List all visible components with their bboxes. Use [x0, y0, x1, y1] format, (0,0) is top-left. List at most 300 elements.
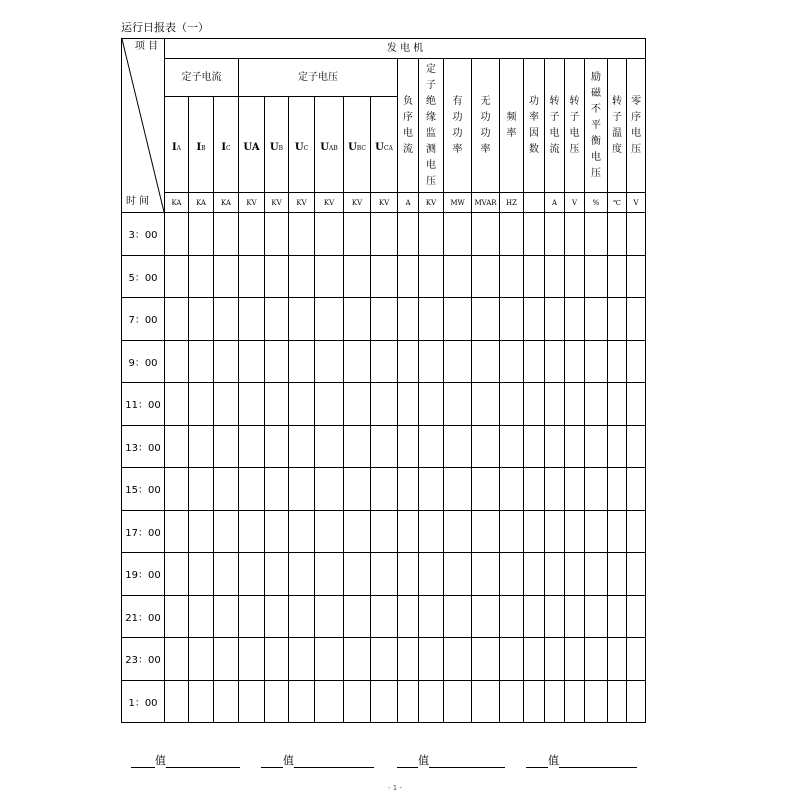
data-cell[interactable]: [608, 553, 627, 596]
data-cell[interactable]: [524, 340, 545, 383]
data-cell[interactable]: [398, 213, 419, 256]
data-cell[interactable]: [189, 680, 214, 723]
data-cell[interactable]: [165, 425, 189, 468]
data-cell[interactable]: [524, 595, 545, 638]
data-cell[interactable]: [472, 468, 500, 511]
unit-cell: A: [545, 193, 565, 213]
data-cell[interactable]: [165, 213, 189, 256]
data-cell[interactable]: [265, 553, 289, 596]
data-cell[interactable]: [608, 213, 627, 256]
data-cell[interactable]: [398, 468, 419, 511]
data-cell[interactable]: [239, 298, 265, 341]
data-cell[interactable]: [289, 468, 315, 511]
data-cell[interactable]: [419, 213, 444, 256]
data-cell[interactable]: [165, 298, 189, 341]
header-uca: UCA: [371, 97, 398, 193]
data-cell[interactable]: [419, 510, 444, 553]
data-cell[interactable]: [165, 553, 189, 596]
data-cell[interactable]: [585, 425, 608, 468]
data-cell[interactable]: [371, 680, 398, 723]
data-cell[interactable]: [289, 595, 315, 638]
data-cell[interactable]: [524, 298, 545, 341]
data-cell[interactable]: [214, 425, 239, 468]
data-cell[interactable]: [545, 468, 565, 511]
time-row: [122, 595, 646, 638]
header-item-label: 项 目: [134, 41, 158, 52]
data-cell[interactable]: [585, 595, 608, 638]
data-cell[interactable]: [165, 680, 189, 723]
data-cell[interactable]: [165, 638, 189, 681]
data-cell[interactable]: [608, 595, 627, 638]
data-cell[interactable]: [565, 638, 585, 681]
data-cell[interactable]: [214, 680, 239, 723]
unit-cell: V: [565, 193, 585, 213]
signature-line[interactable]: [261, 755, 283, 768]
signature-line[interactable]: [526, 755, 548, 768]
data-cell[interactable]: [565, 595, 585, 638]
data-cell[interactable]: [524, 468, 545, 511]
data-cell[interactable]: [344, 298, 371, 341]
data-cell[interactable]: [565, 553, 585, 596]
data-cell[interactable]: [608, 468, 627, 511]
data-cell[interactable]: [165, 255, 189, 298]
daily-report-table: [121, 38, 646, 723]
data-cell[interactable]: [500, 340, 524, 383]
time-cell: 9：00: [122, 340, 165, 383]
data-cell[interactable]: [165, 383, 189, 426]
data-cell[interactable]: [545, 298, 565, 341]
data-cell[interactable]: [500, 595, 524, 638]
data-cell[interactable]: [398, 425, 419, 468]
data-cell[interactable]: [315, 213, 344, 256]
data-cell[interactable]: [214, 553, 239, 596]
data-cell[interactable]: [565, 213, 585, 256]
unit-cell: KV: [265, 193, 289, 213]
data-cell[interactable]: [239, 383, 265, 426]
time-row: [122, 298, 646, 341]
time-row: [122, 340, 646, 383]
data-cell[interactable]: [344, 510, 371, 553]
data-cell[interactable]: [608, 298, 627, 341]
data-cell[interactable]: [500, 298, 524, 341]
data-cell[interactable]: [585, 468, 608, 511]
data-cell[interactable]: [289, 255, 315, 298]
data-cell[interactable]: [545, 383, 565, 426]
data-cell[interactable]: [239, 213, 265, 256]
data-cell[interactable]: [565, 383, 585, 426]
unit-cell: KV: [315, 193, 344, 213]
data-cell[interactable]: [265, 510, 289, 553]
data-cell[interactable]: [265, 340, 289, 383]
data-cell[interactable]: [444, 340, 472, 383]
data-cell[interactable]: [627, 383, 646, 426]
data-cell[interactable]: [315, 425, 344, 468]
data-cell[interactable]: [444, 255, 472, 298]
data-cell[interactable]: [585, 680, 608, 723]
data-cell[interactable]: [214, 255, 239, 298]
data-cell[interactable]: [608, 340, 627, 383]
data-cell[interactable]: [419, 255, 444, 298]
header-negative-sequence-current: 负序电流: [398, 59, 419, 193]
time-row: [122, 553, 646, 596]
data-cell[interactable]: [344, 553, 371, 596]
data-cell[interactable]: [444, 638, 472, 681]
data-cell[interactable]: [585, 510, 608, 553]
data-cell[interactable]: [545, 595, 565, 638]
data-cell[interactable]: [627, 553, 646, 596]
data-cell[interactable]: [239, 680, 265, 723]
unit-cell: %: [585, 193, 608, 213]
data-cell[interactable]: [524, 213, 545, 256]
shift-label: 值: [418, 754, 429, 767]
data-cell[interactable]: [398, 680, 419, 723]
data-cell[interactable]: [627, 340, 646, 383]
data-cell[interactable]: [371, 553, 398, 596]
header-reactive-power: 无功功率: [472, 59, 500, 193]
data-cell[interactable]: [189, 510, 214, 553]
data-cell[interactable]: [524, 383, 545, 426]
data-cell[interactable]: [565, 425, 585, 468]
data-cell[interactable]: [371, 510, 398, 553]
data-cell[interactable]: [565, 340, 585, 383]
data-cell[interactable]: [500, 383, 524, 426]
data-cell[interactable]: [627, 468, 646, 511]
data-cell[interactable]: [565, 255, 585, 298]
data-cell[interactable]: [627, 680, 646, 723]
data-cell[interactable]: [344, 255, 371, 298]
time-cell: 13：00: [122, 425, 165, 468]
data-cell[interactable]: [472, 510, 500, 553]
data-cell[interactable]: [214, 298, 239, 341]
data-cell[interactable]: [472, 680, 500, 723]
data-cell[interactable]: [315, 680, 344, 723]
data-cell[interactable]: [444, 298, 472, 341]
data-cell[interactable]: [189, 255, 214, 298]
data-cell[interactable]: [289, 553, 315, 596]
header-row-2: [122, 59, 646, 97]
data-cell[interactable]: [214, 383, 239, 426]
data-cell[interactable]: [444, 510, 472, 553]
unit-cell: KV: [344, 193, 371, 213]
data-cell[interactable]: [472, 425, 500, 468]
time-row: [122, 213, 646, 256]
data-cell[interactable]: [472, 595, 500, 638]
data-cell[interactable]: [444, 595, 472, 638]
data-cell[interactable]: [608, 425, 627, 468]
data-cell[interactable]: [344, 468, 371, 511]
shift-signature-3: [397, 754, 505, 768]
data-cell[interactable]: [627, 425, 646, 468]
data-cell[interactable]: [315, 255, 344, 298]
data-cell[interactable]: [265, 680, 289, 723]
data-cell[interactable]: [265, 595, 289, 638]
data-cell[interactable]: [472, 638, 500, 681]
data-cell[interactable]: [472, 255, 500, 298]
time-cell: 5：00: [122, 255, 165, 298]
data-cell[interactable]: [545, 680, 565, 723]
data-cell[interactable]: [289, 213, 315, 256]
data-cell[interactable]: [214, 638, 239, 681]
header-power-factor: 功率因数: [524, 59, 545, 193]
data-cell[interactable]: [189, 383, 214, 426]
header-frequency: 频率: [500, 59, 524, 193]
data-cell[interactable]: [315, 340, 344, 383]
data-cell[interactable]: [500, 680, 524, 723]
data-cell[interactable]: [398, 510, 419, 553]
data-cell[interactable]: [398, 340, 419, 383]
data-cell[interactable]: [289, 510, 315, 553]
data-cell[interactable]: [565, 680, 585, 723]
data-cell[interactable]: [608, 383, 627, 426]
data-cell[interactable]: [524, 553, 545, 596]
data-cell[interactable]: [239, 340, 265, 383]
data-cell[interactable]: [627, 298, 646, 341]
data-cell[interactable]: [545, 510, 565, 553]
data-cell[interactable]: [500, 213, 524, 256]
signature-line[interactable]: [397, 755, 418, 768]
data-cell[interactable]: [189, 425, 214, 468]
time-cell: 7：00: [122, 298, 165, 341]
data-cell[interactable]: [444, 383, 472, 426]
shift-signature-2: [261, 754, 374, 768]
data-cell[interactable]: [585, 340, 608, 383]
data-cell[interactable]: [371, 340, 398, 383]
time-cell: 1：00: [122, 680, 165, 723]
data-cell[interactable]: [371, 255, 398, 298]
data-cell[interactable]: [585, 298, 608, 341]
data-cell[interactable]: [608, 510, 627, 553]
signature-line[interactable]: [131, 755, 155, 768]
data-cell[interactable]: [444, 468, 472, 511]
data-cell[interactable]: [289, 425, 315, 468]
data-cell[interactable]: [585, 638, 608, 681]
data-cell[interactable]: [239, 468, 265, 511]
data-cell[interactable]: [344, 213, 371, 256]
data-cell[interactable]: [371, 298, 398, 341]
data-cell[interactable]: [189, 468, 214, 511]
time-cell: 11：00: [122, 383, 165, 426]
data-cell[interactable]: [545, 340, 565, 383]
data-cell[interactable]: [419, 340, 444, 383]
header-ib: IB: [189, 97, 214, 193]
data-cell[interactable]: [315, 595, 344, 638]
data-cell[interactable]: [189, 213, 214, 256]
data-cell[interactable]: [585, 383, 608, 426]
data-cell[interactable]: [239, 553, 265, 596]
data-cell[interactable]: [239, 595, 265, 638]
data-cell[interactable]: [419, 468, 444, 511]
data-cell[interactable]: [524, 680, 545, 723]
time-cell: 3：00: [122, 213, 165, 256]
unit-cell: KV: [239, 193, 265, 213]
header-ic: IC: [214, 97, 239, 193]
signature-line[interactable]: [294, 755, 374, 768]
data-cell[interactable]: [500, 510, 524, 553]
data-cell[interactable]: [398, 553, 419, 596]
data-cell[interactable]: [500, 255, 524, 298]
data-cell[interactable]: [189, 595, 214, 638]
data-cell[interactable]: [500, 553, 524, 596]
time-row: [122, 680, 646, 723]
data-cell[interactable]: [289, 638, 315, 681]
header-ub: UB: [265, 97, 289, 193]
data-cell[interactable]: [419, 638, 444, 681]
data-cell[interactable]: [472, 298, 500, 341]
data-cell[interactable]: [265, 213, 289, 256]
data-cell[interactable]: [371, 383, 398, 426]
data-cell[interactable]: [419, 595, 444, 638]
data-cell[interactable]: [315, 298, 344, 341]
data-cell[interactable]: [444, 213, 472, 256]
header-rotor-current: 转子电流: [545, 59, 565, 193]
data-cell[interactable]: [608, 638, 627, 681]
data-cell[interactable]: [398, 383, 419, 426]
data-cell[interactable]: [189, 298, 214, 341]
data-cell[interactable]: [419, 425, 444, 468]
data-cell[interactable]: [265, 298, 289, 341]
time-row: [122, 468, 646, 511]
data-cell[interactable]: [500, 425, 524, 468]
data-cell[interactable]: [371, 638, 398, 681]
header-rotor-temperature: 转子温度: [608, 59, 627, 193]
data-cell[interactable]: [189, 340, 214, 383]
data-cell[interactable]: [265, 383, 289, 426]
data-cell[interactable]: [627, 510, 646, 553]
data-cell[interactable]: [627, 255, 646, 298]
diagonal-header-cell: [122, 39, 165, 213]
data-cell[interactable]: [289, 383, 315, 426]
data-cell[interactable]: [608, 680, 627, 723]
data-cell[interactable]: [214, 340, 239, 383]
data-cell[interactable]: [214, 468, 239, 511]
data-cell[interactable]: [444, 553, 472, 596]
data-cell[interactable]: [524, 638, 545, 681]
signature-line[interactable]: [166, 755, 240, 768]
data-cell[interactable]: [189, 553, 214, 596]
data-cell[interactable]: [419, 383, 444, 426]
data-cell[interactable]: [472, 213, 500, 256]
data-cell[interactable]: [315, 553, 344, 596]
data-cell[interactable]: [189, 638, 214, 681]
data-cell[interactable]: [371, 425, 398, 468]
stator-current-header: 定子电流: [165, 59, 239, 97]
data-cell[interactable]: [398, 595, 419, 638]
data-cell[interactable]: [565, 510, 585, 553]
data-cell[interactable]: [472, 553, 500, 596]
time-row: [122, 255, 646, 298]
data-cell[interactable]: [289, 680, 315, 723]
header-zero-sequence-voltage: 零序电压: [627, 59, 646, 193]
data-cell[interactable]: [344, 383, 371, 426]
data-cell[interactable]: [265, 255, 289, 298]
data-cell[interactable]: [344, 340, 371, 383]
data-cell[interactable]: [214, 595, 239, 638]
header-stator-insulation-voltage: 定子绝缘监测电压: [419, 59, 444, 193]
data-cell[interactable]: [239, 510, 265, 553]
data-cell[interactable]: [419, 680, 444, 723]
data-cell[interactable]: [265, 425, 289, 468]
data-cell[interactable]: [344, 595, 371, 638]
data-cell[interactable]: [608, 255, 627, 298]
data-cell[interactable]: [545, 255, 565, 298]
data-cell[interactable]: [344, 425, 371, 468]
data-cell[interactable]: [344, 638, 371, 681]
signature-line[interactable]: [429, 755, 505, 768]
data-cell[interactable]: [472, 340, 500, 383]
data-cell[interactable]: [545, 425, 565, 468]
data-cell[interactable]: [214, 213, 239, 256]
data-cell[interactable]: [371, 468, 398, 511]
data-cell[interactable]: [371, 213, 398, 256]
data-cell[interactable]: [239, 425, 265, 468]
data-cell[interactable]: [398, 638, 419, 681]
data-cell[interactable]: [165, 595, 189, 638]
signature-line[interactable]: [559, 755, 637, 768]
data-cell[interactable]: [545, 638, 565, 681]
data-cell[interactable]: [265, 638, 289, 681]
shift-label: 值: [283, 754, 294, 767]
unit-cell: MW: [444, 193, 472, 213]
data-cell[interactable]: [165, 340, 189, 383]
shift-label: 值: [548, 754, 559, 767]
data-cell[interactable]: [524, 425, 545, 468]
data-cell[interactable]: [444, 680, 472, 723]
data-cell[interactable]: [239, 255, 265, 298]
data-cell[interactable]: [585, 255, 608, 298]
unit-cell: V: [627, 193, 646, 213]
shift-signature-4: [526, 754, 637, 768]
time-cell: 15：00: [122, 468, 165, 511]
data-cell[interactable]: [398, 298, 419, 341]
data-cell[interactable]: [419, 298, 444, 341]
unit-cell: MVAR: [472, 193, 500, 213]
header-ua: UA: [239, 97, 265, 193]
data-cell[interactable]: [315, 510, 344, 553]
data-cell[interactable]: [565, 298, 585, 341]
data-cell[interactable]: [627, 213, 646, 256]
data-cell[interactable]: [500, 638, 524, 681]
data-cell[interactable]: [315, 468, 344, 511]
data-cell[interactable]: [419, 553, 444, 596]
data-cell[interactable]: [165, 468, 189, 511]
data-cell[interactable]: [315, 638, 344, 681]
data-cell[interactable]: [444, 425, 472, 468]
header-rotor-voltage: 转子电压: [565, 59, 585, 193]
data-cell[interactable]: [524, 510, 545, 553]
data-cell[interactable]: [500, 468, 524, 511]
data-cell[interactable]: [239, 638, 265, 681]
header-uc: UC: [289, 97, 315, 193]
data-cell[interactable]: [165, 510, 189, 553]
data-cell[interactable]: [344, 680, 371, 723]
data-cell[interactable]: [315, 383, 344, 426]
data-cell[interactable]: [289, 298, 315, 341]
data-cell[interactable]: [545, 213, 565, 256]
data-cell[interactable]: [585, 213, 608, 256]
data-cell[interactable]: [627, 638, 646, 681]
data-cell[interactable]: [524, 255, 545, 298]
data-cell[interactable]: [472, 383, 500, 426]
data-cell[interactable]: [265, 468, 289, 511]
data-cell[interactable]: [585, 553, 608, 596]
data-cell[interactable]: [289, 340, 315, 383]
data-cell[interactable]: [371, 595, 398, 638]
data-cell[interactable]: [627, 595, 646, 638]
data-cell[interactable]: [398, 255, 419, 298]
data-cell[interactable]: [214, 510, 239, 553]
data-cell[interactable]: [565, 468, 585, 511]
data-cell[interactable]: [545, 553, 565, 596]
